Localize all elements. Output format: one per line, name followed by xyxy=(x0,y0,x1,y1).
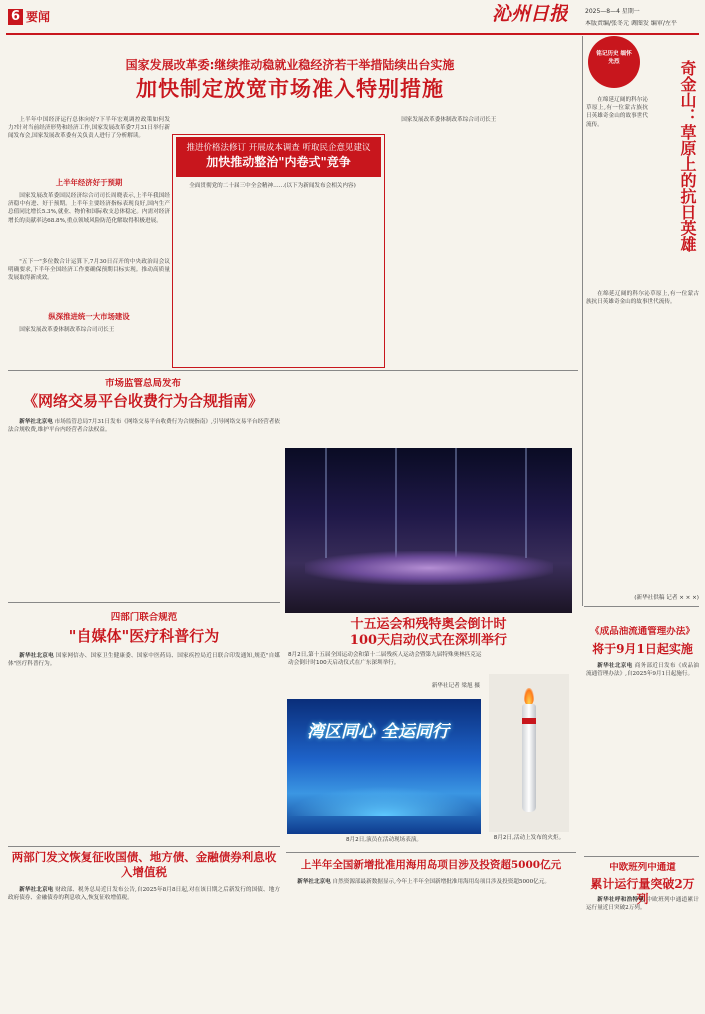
photo-credit: 新华社记者 梁旭 摄 xyxy=(431,683,480,689)
article-1-body: 新华社北京电 市场监管总局7月31日发布《网络交易平台收费行为合规指南》,引导网络交易平台经营者依法合规收费,维护平台内经营者合法权益。 xyxy=(8,419,280,434)
photo-caption-3: 8月2日,活动上发布的火炬。 xyxy=(493,835,565,841)
lead-title: 加快制定放宽市场准入特别措施 xyxy=(136,76,444,101)
article-6-kicker: 中欧班列中通道 xyxy=(609,862,676,873)
memorial-logo xyxy=(588,36,640,88)
article-2-kicker: 四部门联合规范 xyxy=(110,612,178,623)
lead-sub-heading-2: 纵深推进统一大市场建设 xyxy=(48,312,130,321)
box-title-top: 推进价格法修订 开展成本调查 听取民企意见建议 xyxy=(186,143,371,153)
box-title xyxy=(176,137,381,177)
column-rule xyxy=(582,36,583,606)
article-4-body: 新华社北京电 自然资源部最新数据显示,今年上半年全国新增批准用海用岛项目涉及投资超5000亿元。 xyxy=(297,879,550,885)
photo-feature-title-1: 十五运会和残特奥会倒计时 xyxy=(350,617,507,632)
lead-subtitle: 国家发展改革委:继续推动稳就业稳经济若干举措陆续出台实施 xyxy=(125,58,455,72)
slogan-text: 湾区同心 全运同行 xyxy=(307,722,449,742)
page-number: 6 xyxy=(8,9,23,25)
article-6-body: 新华社呼和浩特电 中欧班列中通道累计运行量近日突破2万列。 xyxy=(586,897,699,912)
article-5-title: 将于9月1日起实施 xyxy=(592,642,693,656)
divider xyxy=(8,370,578,371)
right-column-title: 奇金山：草原上的抗日英雄 xyxy=(678,60,697,252)
article-5-kicker: 《成品油流通管理办法》 xyxy=(590,626,695,637)
section-name: 要闻 xyxy=(26,10,51,24)
photo-caption-1: 8月2日,第十五届全国运动会和第十二届残疾人运动会暨第九届特殊奥林匹克运动会倒计时100天启动仪式在广东深圳举行。 xyxy=(288,652,482,666)
lead-continued: 国家发展改革委体制改革综合司司长王 xyxy=(401,117,497,123)
lead-sub-heading-1: 上半年经济好于预期 xyxy=(55,178,123,187)
ceremony-photo xyxy=(285,448,572,613)
article-6-title: 累计运行量突破2万列 xyxy=(590,877,695,906)
torch-photo xyxy=(489,674,569,832)
issue-date: 2025—8—4 星期一 xyxy=(585,8,640,15)
divider xyxy=(8,846,280,847)
editors-line: 本版责编/张冬元 调图发 编审/左平 xyxy=(585,20,677,27)
header-rule xyxy=(6,33,699,35)
article-4-title: 上半年全国新增批准用海用岛项目涉及投资超5000亿元 xyxy=(300,859,562,871)
divider xyxy=(8,602,280,603)
divider xyxy=(584,856,699,857)
article-3-title: 两部门发文恢复征收国债、地方债、金融债券利息收入增值税 xyxy=(11,850,277,879)
performance-photo xyxy=(287,699,481,834)
lead-body-1: 国家发展改革委国民经济综合司司长周晓表示,上半年我国经济稳中有进、好于预期。上半年主要经济指标表现良好,国内生产总值同比增长5.3%,就业、物价和国际收支总体稳定。内需对经济增长的贡献率达68.8%,重点领域风险防范化解取得积极进展。 xyxy=(8,193,170,224)
box-body: 全面贯彻党的二十届三中全会精神……(以下为新闻发布会相关内容) xyxy=(189,183,356,189)
memorial-logo-text: 铭记历史 缅怀先烈 xyxy=(596,51,632,65)
stage-glow xyxy=(305,551,553,585)
article-1-kicker: 市场监管总局发布 xyxy=(104,378,181,389)
right-column-body-a: 在绵延辽阔的科尔沁草原上,有一位蒙古族抗日英雄奇金山的故事世代流传。 xyxy=(586,97,648,128)
box-title-main: 加快推动整治"内卷式"竞争 xyxy=(206,155,351,169)
newspaper-logo: 沁州日报 xyxy=(492,3,569,25)
article-3-body: 新华社北京电 财政部、税务总局近日发布公告,自2025年8月8日起,对在该日期之后新发行的国债、地方政府债券、金融债券的利息收入,恢复征收增值税。 xyxy=(8,887,280,902)
article-1-title: 《网络交易平台收费行为合规指南》 xyxy=(22,392,263,410)
divider xyxy=(584,606,699,607)
article-2-body: 新华社北京电 国家网信办、国家卫生健康委、国家中医药局、国家疾控局近日联合印发通知,规范"自媒体"医疗科普行为。 xyxy=(8,653,280,668)
article-2-title: "自媒体"医疗科普行为 xyxy=(68,627,220,645)
lead-intro: 上半年中国经济运行总体向好?下半年宏观调控政策如何发力?针对当前经济形势和经济工作,国家发展改革委7月31日举行新闻发布会,国家发展改革委有关负责人进行了分析解读。 xyxy=(8,117,170,140)
photo-feature-title-2: 100天启动仪式在深圳举行 xyxy=(349,633,508,648)
right-column-author: (新华社供稿 记者 × × ×) xyxy=(634,595,699,601)
article-5-body: 新华社北京电 商务部近日发布《成品油流通管理办法》,自2025年9月1日起施行。 xyxy=(586,663,699,678)
divider xyxy=(286,852,576,853)
lead-body-2: "五下一"多位数合计运算下,7月30日召开的中央政治局会议明确要求,下半年全国经济工作要确保预期目标实现。推动高质量发展取得新成效。 xyxy=(8,259,170,282)
lead-body-3: 国家发展改革委体制改革综合司司长王 xyxy=(19,327,115,333)
right-column-body: 在绵延辽阔的科尔沁草原上,有一位蒙古族抗日英雄奇金山的故事世代流传。 xyxy=(586,291,699,306)
photo-caption-2: 8月2日,演员在活动现场表演。 xyxy=(345,837,423,843)
